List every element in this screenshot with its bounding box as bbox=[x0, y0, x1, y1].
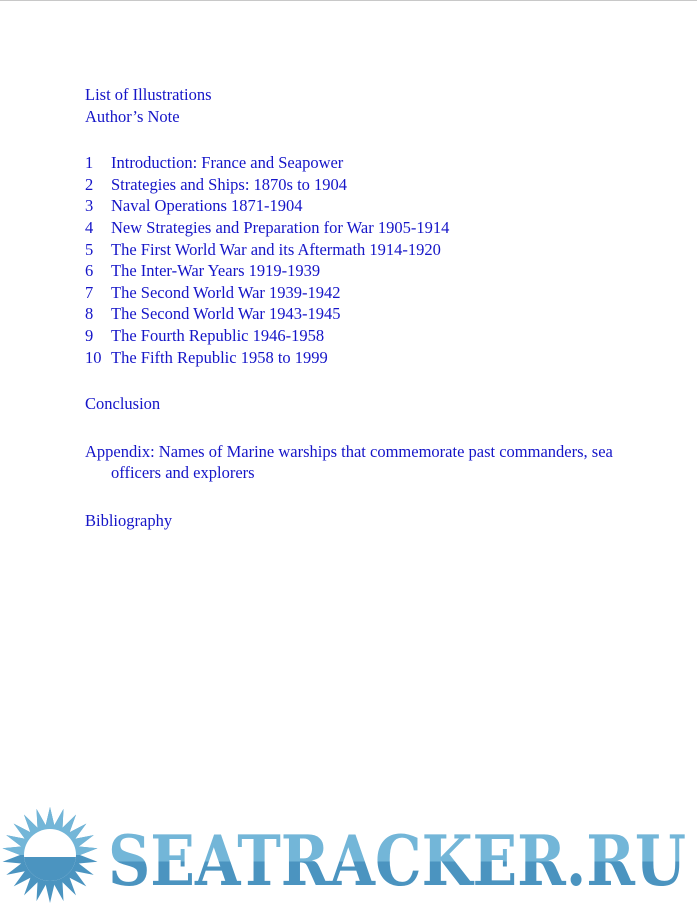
chapter-number: 8 bbox=[85, 304, 94, 324]
chapter-title: The Fourth Republic 1946-1958 bbox=[111, 325, 325, 345]
toc-link-chapter-10[interactable] bbox=[85, 347, 645, 369]
chapter-title: New Strategies and Preparation for War 1905-1914 bbox=[111, 217, 450, 237]
toc-link-appendix[interactable]: Appendix: Names of Marine warships that commemorate past commanders, sea officers and explorers bbox=[85, 441, 613, 483]
chapter-number: 2 bbox=[85, 174, 94, 194]
chapter-number: 3 bbox=[85, 196, 94, 216]
seatracker-watermark-logo bbox=[0, 805, 697, 908]
chapter-number: 1 bbox=[85, 153, 94, 173]
toc-link-chapter-4[interactable] bbox=[85, 217, 645, 239]
chapter-number: 6 bbox=[85, 261, 94, 281]
chapter-number: 5 bbox=[85, 239, 94, 259]
page-top-border bbox=[0, 0, 697, 1]
spacer bbox=[85, 415, 645, 441]
toc-link-chapter-7[interactable] bbox=[85, 282, 645, 304]
toc-link-chapter-8[interactable] bbox=[85, 303, 645, 325]
toc-link-chapter-9[interactable] bbox=[85, 325, 645, 347]
watermark-text: SEATRACKER.RU bbox=[108, 821, 686, 902]
toc-link-list-of-illustrations[interactable]: List of Illustrations bbox=[85, 85, 212, 104]
toc-link-authors-note[interactable]: Author’s Note bbox=[85, 106, 180, 126]
chapter-number: 4 bbox=[85, 217, 94, 237]
chapter-number: 9 bbox=[85, 325, 94, 345]
chapter-title: Naval Operations 1871-1904 bbox=[111, 196, 303, 216]
chapter-title: Strategies and Ships: 1870s to 1904 bbox=[111, 174, 348, 194]
toc-link-chapter-5[interactable] bbox=[85, 239, 645, 261]
toc-link-bibliography[interactable]: Bibliography bbox=[85, 510, 173, 530]
chapter-title: The Second World War 1943-1945 bbox=[111, 304, 341, 324]
chapter-number: 7 bbox=[85, 282, 94, 302]
toc-link-chapter-2[interactable] bbox=[85, 174, 645, 196]
table-of-contents bbox=[85, 84, 645, 532]
chapter-title: The Inter-War Years 1919-1939 bbox=[111, 261, 321, 281]
chapter-number: 10 bbox=[85, 347, 102, 367]
toc-link-chapter-6[interactable] bbox=[85, 260, 645, 282]
toc-link-conclusion[interactable]: Conclusion bbox=[85, 394, 161, 414]
toc-link-chapter-3[interactable] bbox=[85, 195, 645, 217]
sun-icon bbox=[3, 807, 98, 903]
chapter-title: The Fifth Republic 1958 to 1999 bbox=[111, 347, 328, 367]
chapter-title: Introduction: France and Seapower bbox=[111, 153, 344, 173]
chapter-title: The Second World War 1939-1942 bbox=[111, 282, 341, 302]
spacer bbox=[85, 484, 645, 510]
chapter-title: The First World War and its Aftermath 1914-1920 bbox=[111, 239, 441, 259]
spacer bbox=[85, 127, 645, 152]
spacer bbox=[85, 368, 645, 393]
toc-link-chapter-1[interactable] bbox=[85, 152, 645, 174]
